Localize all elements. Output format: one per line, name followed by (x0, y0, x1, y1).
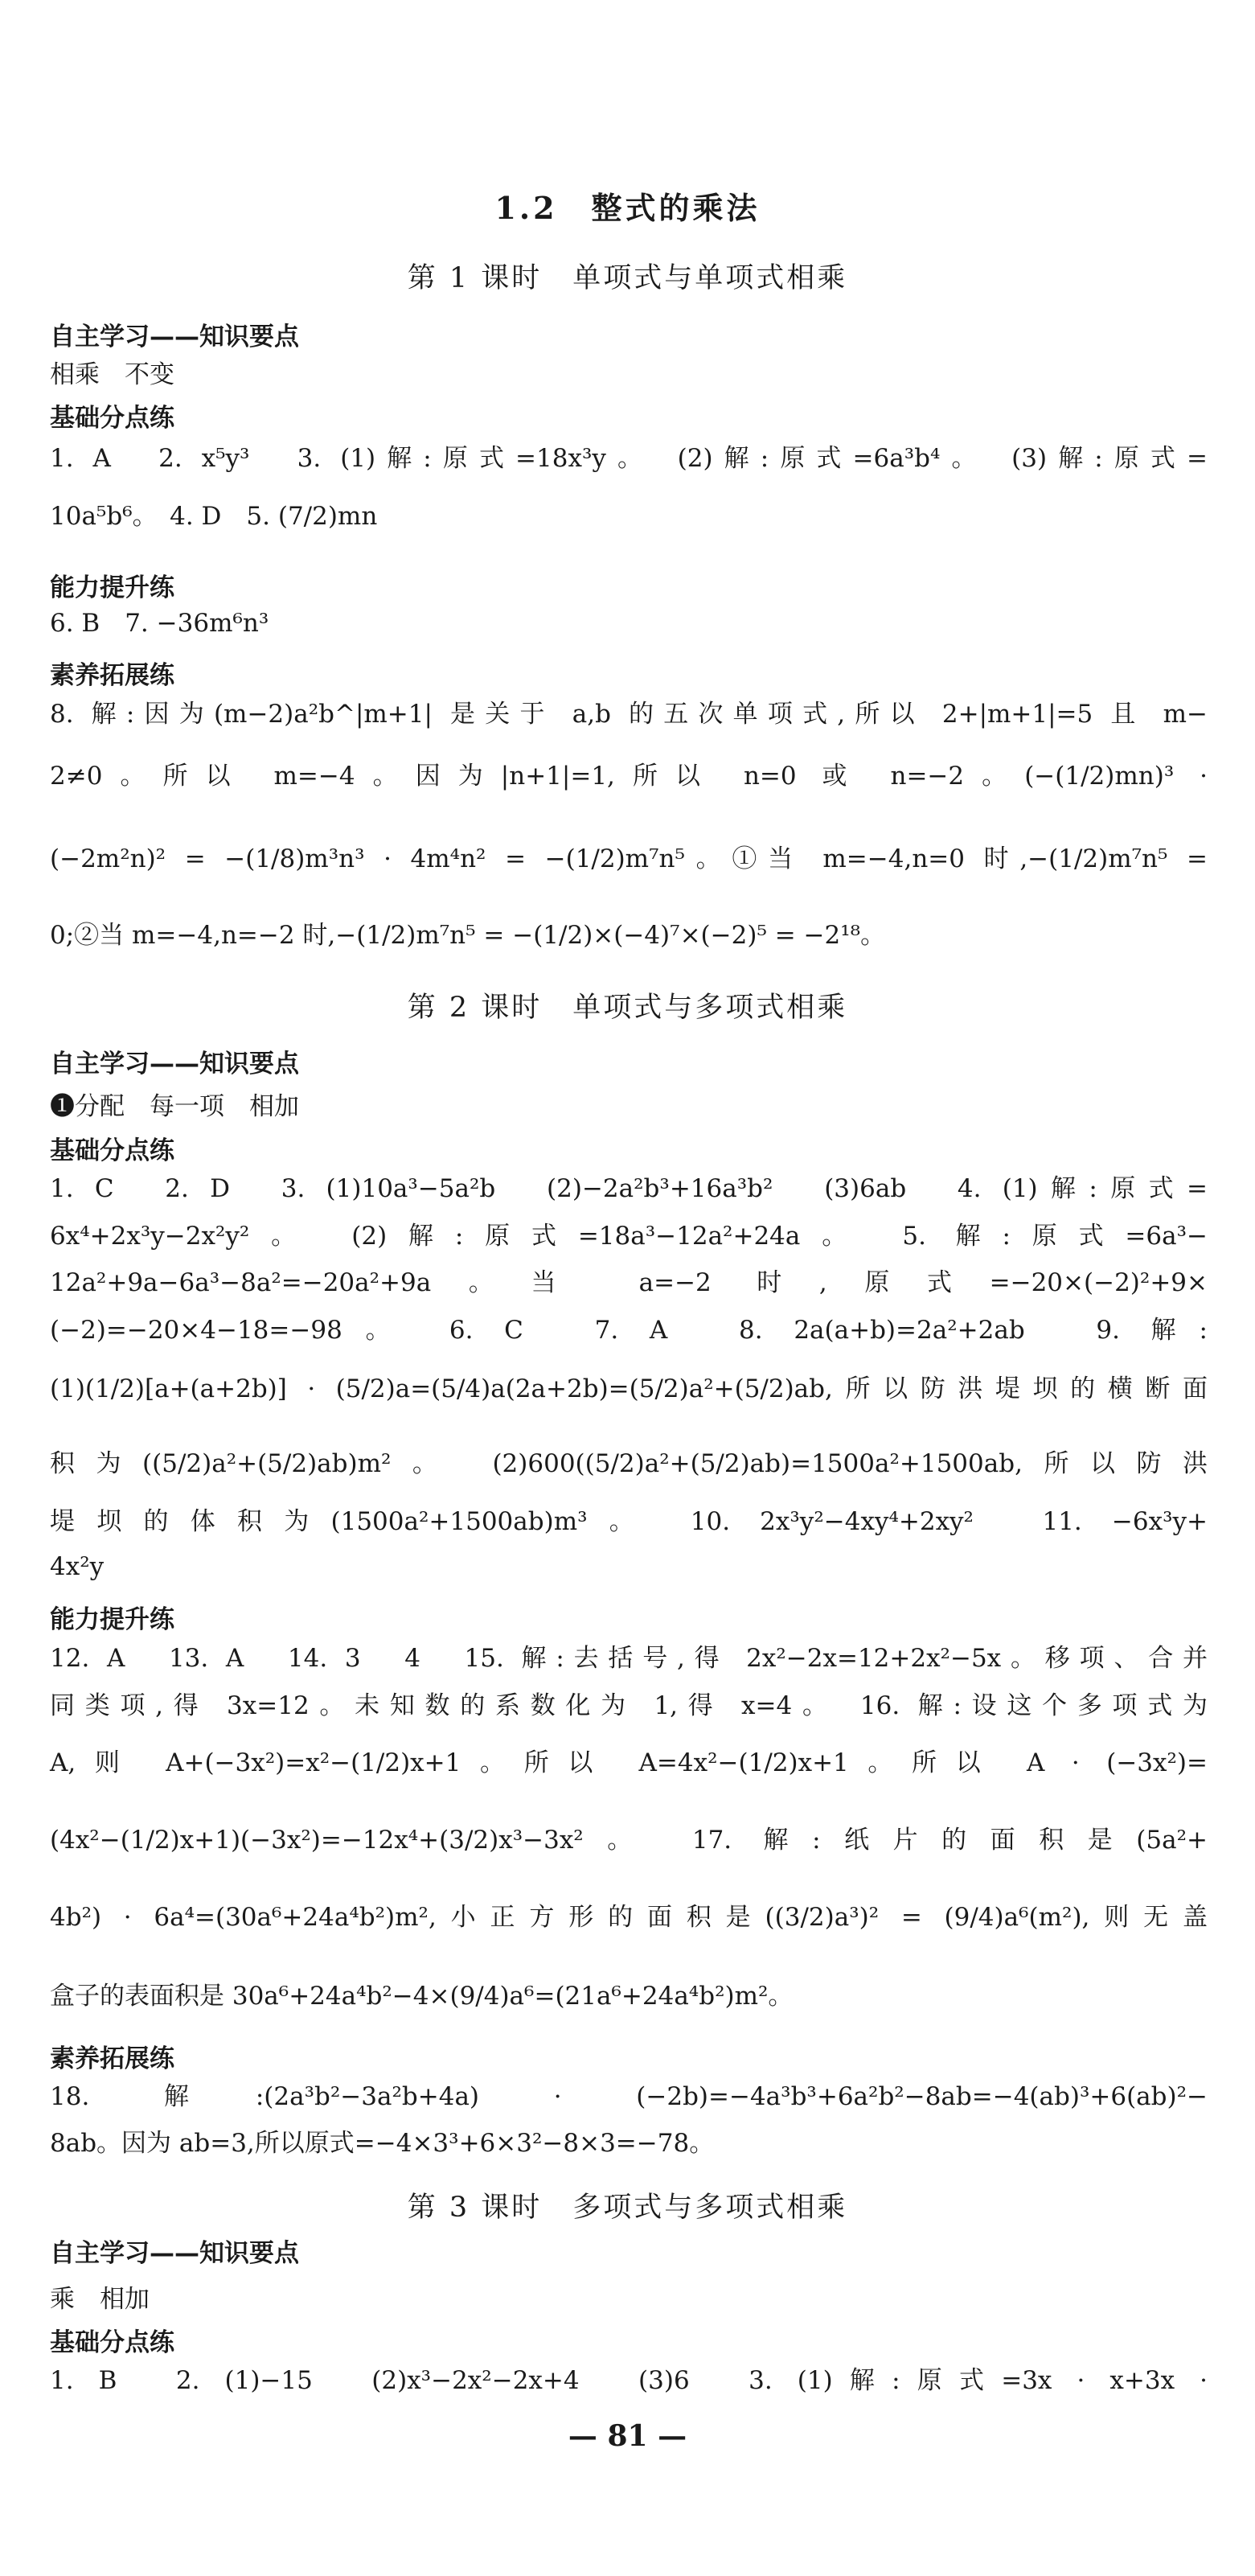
answer-line: (4x²−(1/2)x+1)(−3x²)=−12x⁴+(3/2)x³−3x²。 17. 解:纸片的面积是(5a²+ (50, 1826, 1208, 1855)
lesson-3-self-study-heading: 自主学习——知识要点 (50, 2239, 299, 2268)
answer-line: 0;②当 m=−4,n=−2 时,−(1/2)m⁷n⁵ = −(1/2)×(−4)⁷×(−2)⁵ = −2¹⁸。 (50, 921, 886, 950)
lesson-2-ability-heading: 能力提升练 (50, 1605, 174, 1634)
answer-line: 6. B 7. −36m⁶n³ (50, 609, 269, 638)
answer-line: A,则 A+(−3x²)=x²−(1/2)x+1。所以 A=4x²−(1/2)x+1。所以 A · (−3x²)= (50, 1748, 1208, 1777)
answer-line: 8ab。因为 ab=3,所以原式=−4×3³+6×3²−8×3=−78。 (50, 2129, 715, 2158)
answer-line: 2≠0。所以 m=−4。因为|n+1|=1,所以 n=0 或 n=−2。(−(1/2)mn)³ · (50, 762, 1208, 791)
answer-line: 1. C 2. D 3. (1)10a³−5a²b (2)−2a²b³+16a³b² (3)6ab 4. (1)解:原式= (50, 1174, 1208, 1203)
lesson-3-title: 第 3 课时 多项式与多项式相乘 (407, 2192, 848, 2224)
lesson-3-key-points: 乘 相加 (50, 2285, 150, 2314)
lesson-2-basic-practice-heading: 基础分点练 (50, 1136, 174, 1165)
answer-line: (−2)=−20×4−18=−98。 6. C 7. A 8. 2a(a+b)=2a²+2ab 9. 解: (50, 1316, 1208, 1345)
answer-line: 12a²+9a−6a³−8a²=−20a²+9a。当 a=−2 时,原式=−20×(−2)²+9× (50, 1268, 1208, 1297)
lesson-1-self-study-heading: 自主学习——知识要点 (50, 323, 299, 351)
lesson-1-basic-practice-heading: 基础分点练 (50, 404, 174, 433)
answer-line: 堤坝的体积为(1500a²+1500ab)m³。 10. 2x³y²−4xy⁴+2xy² 11. −6x³y+ (50, 1507, 1208, 1536)
lesson-1-extension-heading: 素养拓展练 (50, 661, 174, 690)
answer-line: 18. 解:(2a³b²−3a²b+4a) · (−2b)=−4a³b³+6a²b²−8ab=−4(ab)³+6(ab)²− (50, 2082, 1208, 2111)
answer-line: 6x⁴+2x³y−2x²y²。 (2)解:原式=18a³−12a²+24a。 5. 解:原式=6a³− (50, 1222, 1208, 1251)
answer-line: 同类项,得 3x=12。未知数的系数化为 1,得 x=4。 16. 解:设这个多项式为 (50, 1691, 1208, 1720)
answer-line: 4x²y (50, 1552, 105, 1581)
lesson-2-self-study-heading: 自主学习——知识要点 (50, 1050, 299, 1078)
lesson-1-title: 第 1 课时 单项式与单项式相乘 (407, 262, 848, 294)
lesson-1-key-points: 相乘 不变 (50, 360, 174, 389)
answer-line: 1. A 2. x⁵y³ 3. (1)解:原式=18x³y。 (2)解:原式=6a³b⁴。 (3)解:原式= (50, 444, 1208, 473)
answer-line: 8. 解:因为(m−2)a²b^|m+1| 是关于 a,b 的五次单项式,所以 2+|m+1|=5 且 m− (50, 700, 1208, 729)
answer-line: 10a⁵b⁶。 4. D 5. (7/2)mn (50, 502, 378, 531)
lesson-1-ability-heading: 能力提升练 (50, 573, 174, 602)
lesson-2-key-points: ❶分配 每一项 相加 (50, 1092, 299, 1121)
lesson-2-title: 第 2 课时 单项式与多项式相乘 (407, 992, 848, 1024)
answer-line: 4b²) · 6a⁴=(30a⁶+24a⁴b²)m²,小正方形的面积是((3/2)a³)² = (9/4)a⁶(m²),则无盖 (50, 1903, 1208, 1932)
page-number: — 81 — (568, 2419, 687, 2453)
section-title: 1.2 整式的乘法 (494, 190, 761, 226)
answer-line: 1. B 2. (1)−15 (2)x³−2x²−2x+4 (3)6 3. (1)解:原式=3x · x+3x · (50, 2366, 1208, 2395)
answer-line: 积为((5/2)a²+(5/2)ab)m²。 (2)600((5/2)a²+(5/2)ab)=1500a²+1500ab,所以防洪 (50, 1449, 1208, 1478)
answer-line: (1)(1/2)[a+(a+2b)] · (5/2)a=(5/4)a(2a+2b)=(5/2)a²+(5/2)ab,所以防洪堤坝的横断面 (50, 1374, 1208, 1403)
lesson-3-basic-practice-heading: 基础分点练 (50, 2328, 174, 2357)
answer-line: 12. A 13. A 14. 3 4 15. 解:去括号,得 2x²−2x=12+2x²−5x。移项、合并 (50, 1644, 1208, 1673)
answer-line: (−2m²n)² = −(1/8)m³n³ · 4m⁴n² = −(1/2)m⁷n⁵。①当 m=−4,n=0 时,−(1/2)m⁷n⁵ = (50, 844, 1208, 873)
lesson-2-extension-heading: 素养拓展练 (50, 2044, 174, 2073)
answer-line: 盒子的表面积是 30a⁶+24a⁴b²−4×(9/4)a⁶=(21a⁶+24a⁴b²)m²。 (50, 1982, 794, 2011)
